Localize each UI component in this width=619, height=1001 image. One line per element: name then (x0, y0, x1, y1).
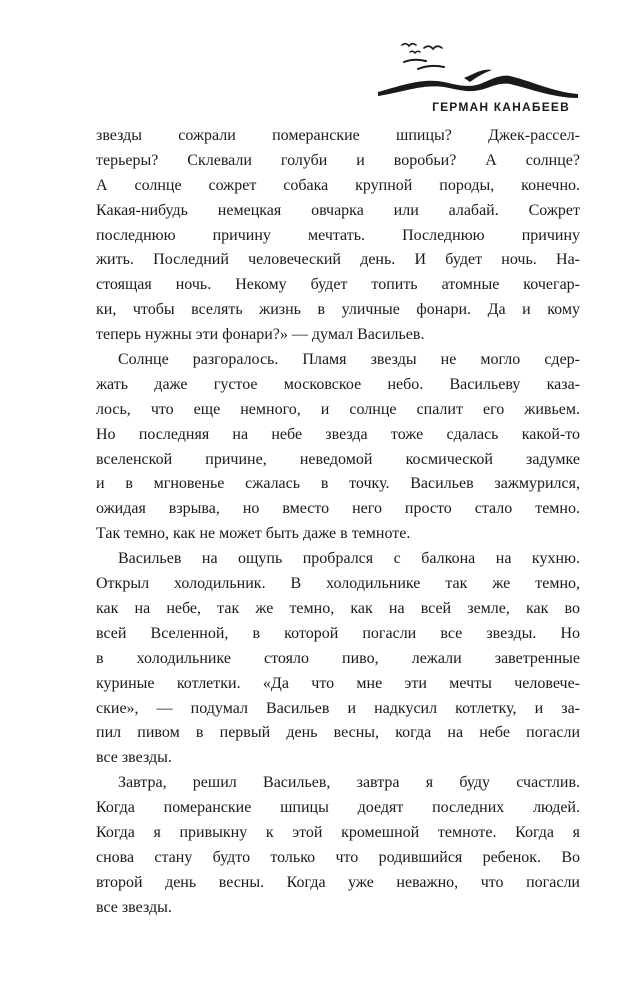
text-line: А солнце сожрет собака крупной породы, конечно. (96, 176, 580, 194)
text-line: всей Вселенной, в которой погасли все звезды. Но (96, 624, 580, 642)
text-line: последнюю причину мечтать. Последнюю причину (96, 226, 580, 244)
text-line: как на небе, так же темно, как на всей земле, как во (96, 599, 580, 617)
text-line: Какая-нибудь немецкая овчарка или алабай. Сожрет (96, 201, 580, 219)
text-line: Васильев на ощупь пробрался с балкона на кухню. (118, 550, 580, 568)
text-line: Солнце разгоралось. Пламя звезды не могло сдер- (118, 351, 580, 369)
text-line: ожидая взрыва, но вместо него просто стало темно. (96, 500, 580, 518)
text-line: теперь нужны эти фонари?» — думал Васильев. (96, 326, 425, 344)
text-line: ские», — подумал Васильев и надкусил котлетку, и за- (96, 699, 580, 717)
bird-1 (402, 44, 416, 46)
text-line: Завтра, решил Васильев, завтра я буду счастлив. (118, 774, 580, 792)
wave (378, 76, 578, 98)
running-header-author: ГЕРМАН КАНАБЕЕВ (432, 100, 570, 114)
text-line: жить. Последний человеческий день. И будет ночь. На- (96, 251, 580, 269)
wave-dash-1 (404, 60, 426, 62)
text-line: ки, чтобы вселять жизнь в уличные фонари. Да и кому (96, 301, 580, 319)
text-line: все звезды. (96, 898, 172, 916)
bird-2 (410, 51, 420, 53)
text-line: куриные котлетки. «Да что мне эти мечты человече- (96, 674, 580, 692)
birds-over-wave-icon (378, 38, 578, 108)
paragraph (96, 124, 580, 348)
text-line: Так темно, как не может быть даже в темноте. (96, 525, 411, 543)
text-line: Когда померанские шпицы доедят последних людей. (96, 799, 580, 817)
wave-foam (464, 70, 492, 82)
text-line: второй день весны. Когда уже неважно, что погасли (96, 873, 580, 891)
text-line: все звезды. (96, 749, 172, 767)
wave-dash-2 (418, 66, 444, 69)
text-line: жать даже густое московское небо. Васильеву каза- (96, 375, 580, 393)
text-line: Но последняя на небе звезда тоже сдалась какой-то (96, 425, 580, 443)
paragraph (96, 547, 580, 771)
text-line: Открыл холодильник. В холодильнике так же темно, (96, 575, 580, 593)
text-line: снова стану будто только что родившийся ребенок. Во (96, 848, 580, 866)
text-line: вселенской причине, неведомой космической задумке (96, 450, 580, 468)
text-line: стоящая ночь. Некому будет топить атомные кочегар- (96, 276, 580, 294)
text-line: звезды сожрали померанские шпицы? Джек-рассел- (96, 127, 580, 144)
text-line: пил пивом в первый день весны, когда на небе погасли (96, 724, 580, 742)
text-line: и в мгновенье сжалась в точку. Васильев зажмурился, (96, 475, 580, 493)
text-line: Когда я привыкну к этой кромешной темноте. Когда я (96, 823, 580, 841)
bird-3 (424, 46, 442, 49)
paragraph (96, 771, 580, 920)
text-line: лось, что еще немного, и солнце спалит его живьем. (96, 400, 580, 418)
paragraph (96, 348, 580, 547)
page-body (96, 124, 580, 921)
text-line: в холодильнике стояло пиво, лежали заветренные (96, 649, 580, 667)
text-line: терьеры? Склевали голуби и воробьи? А солнце? (96, 151, 580, 169)
